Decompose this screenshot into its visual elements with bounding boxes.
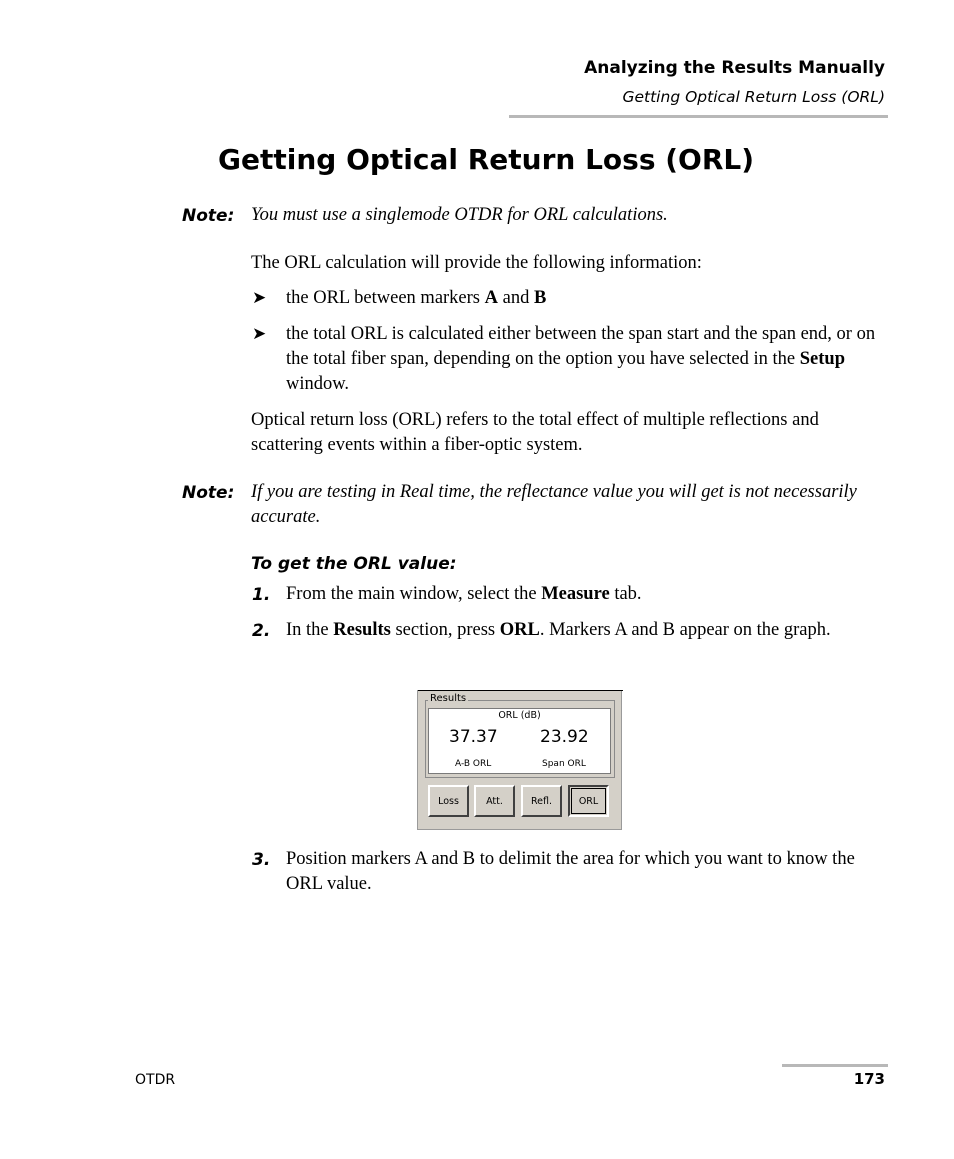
- note-text: You must use a singlemode OTDR for ORL calculations.: [251, 205, 668, 225]
- page-number: 173: [853, 1070, 885, 1088]
- step-text: Position markers A and B to delimit the area for which you want to know the ORL value.: [286, 849, 855, 894]
- results-panel: [417, 690, 622, 830]
- note-text: If you are testing in Real time, the reflectance value you will get is not necessarily accurate.: [251, 482, 857, 527]
- header-rule: [509, 115, 888, 118]
- intro-paragraph: The ORL calculation will provide the following information:: [251, 253, 702, 273]
- footer-rule: [782, 1064, 888, 1067]
- ab-orl-label: A-B ORL: [455, 759, 492, 769]
- loss-button[interactable]: Loss: [428, 785, 469, 817]
- refl-button[interactable]: Refl.: [521, 785, 562, 817]
- running-header-chapter: Analyzing the Results Manually: [584, 58, 885, 78]
- footer-product: OTDR: [135, 1072, 176, 1088]
- orl-button[interactable]: ORL: [568, 785, 609, 817]
- step-text: From the main window, select the Measure tab.: [286, 584, 642, 604]
- bullet-arrow-icon: ➤: [252, 324, 267, 343]
- bullet-item: the ORL between markers A and B: [286, 288, 547, 308]
- page-title: Getting Optical Return Loss (ORL): [218, 143, 755, 176]
- att-button[interactable]: Att.: [474, 785, 515, 817]
- note-label: Note:: [182, 483, 235, 503]
- definition-paragraph: Optical return loss (ORL) refers to the total effect of multiple reflections and scattering events within a fiber-optic system.: [251, 410, 819, 455]
- bullet-item: the total ORL is calculated either between the span start and the span end, or on the total fiber span, depending on the option you have selected in the Setup window.: [286, 324, 876, 394]
- span-orl-label: Span ORL: [542, 759, 586, 769]
- panel-top-edge: [418, 690, 623, 691]
- step-number: 2.: [252, 621, 271, 641]
- span-orl-value: 23.92: [540, 727, 589, 747]
- bullet-arrow-icon: ➤: [252, 288, 267, 307]
- step-number: 3.: [252, 850, 271, 870]
- procedure-title: To get the ORL value:: [251, 554, 457, 574]
- ab-orl-value: 37.37: [449, 727, 498, 747]
- step-text: In the Results section, press ORL. Markers A and B appear on the graph.: [286, 620, 831, 640]
- orl-readout: [428, 708, 611, 774]
- step-number: 1.: [252, 585, 271, 605]
- note-label: Note:: [182, 206, 235, 226]
- orl-unit-header: ORL (dB): [498, 710, 541, 721]
- results-group-label: Results: [430, 693, 467, 704]
- running-header-section: Getting Optical Return Loss (ORL): [622, 88, 885, 106]
